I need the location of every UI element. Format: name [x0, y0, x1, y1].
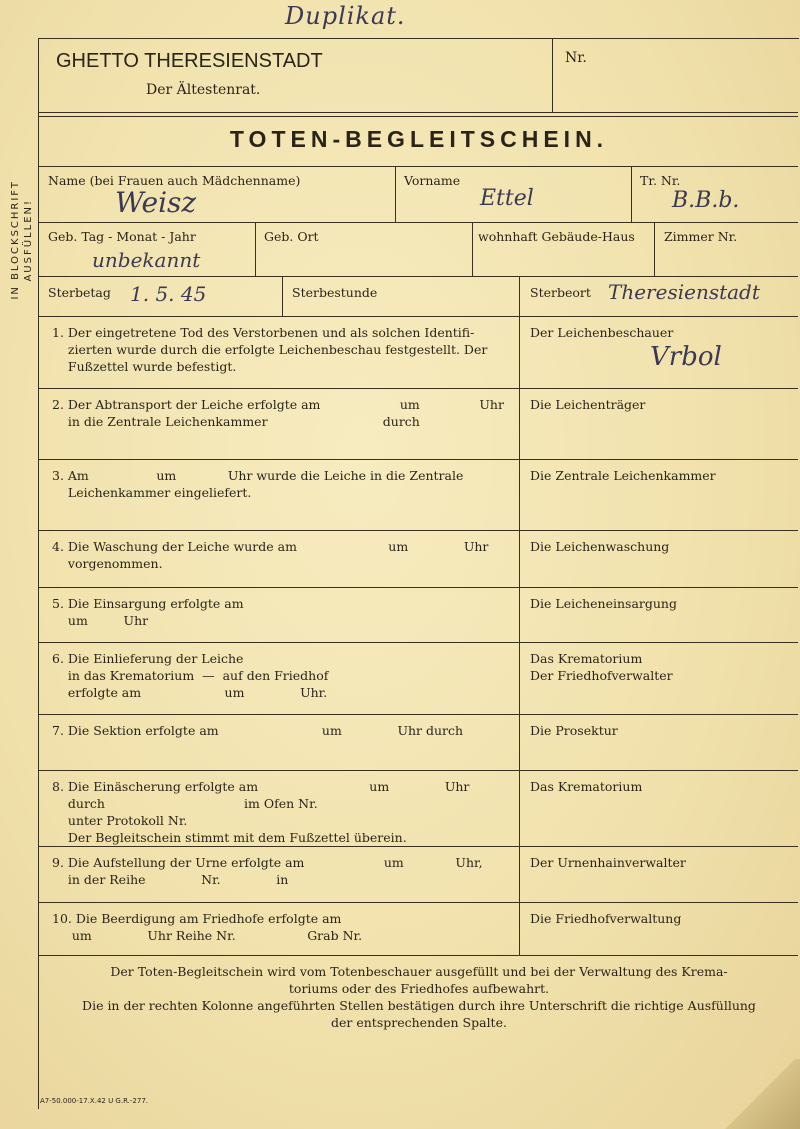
zimmer-label: Zimmer Nr. [664, 229, 738, 244]
row-divider-horizontal [38, 846, 798, 847]
header-line-1 [38, 112, 798, 113]
title-bottom-line [38, 166, 798, 167]
row-divider-horizontal [38, 459, 798, 460]
procedure-row-authority: Die Leicheneinsargung [530, 596, 677, 611]
header-line-2 [38, 116, 798, 117]
procedure-row-text: vorgenommen. [52, 556, 163, 571]
row-divider-horizontal [38, 587, 798, 588]
row-divider-vertical [519, 388, 520, 459]
nr-label: Nr. [565, 50, 587, 66]
procedure-row-text: 3. Am um Uhr wurde die Leiche in die Zentrale [52, 468, 464, 483]
sterbetag-label: Sterbetag [48, 285, 111, 300]
row-b-line [38, 276, 798, 277]
row-divider-horizontal [38, 388, 798, 389]
procedure-row-authority: Das Krematorium [530, 779, 643, 794]
wohnhaft-label: wohnhaft Gebäude-Haus [478, 229, 635, 244]
row-divider-vertical [519, 902, 520, 955]
ghetto-title: GHETTO THERESIENSTADT [56, 50, 323, 72]
footnote [40, 963, 798, 1031]
procedure-row-authority: Der Leichenbeschauer [530, 325, 674, 340]
divider-c1 [282, 276, 283, 316]
procedure-row-authority: Der Urnenhainverwalter [530, 855, 686, 870]
procedure-row-authority: Die Zentrale Leichenkammer [530, 468, 716, 483]
name-label: Name (bei Frauen auch Mädchenname) [48, 173, 301, 188]
row-divider-vertical [519, 714, 520, 770]
footnote-line-3: Die in der rechten Kolonne angeführten Stellen bestätigen durch ihre Unterschrift die richtige Ausfüllung [82, 998, 756, 1013]
vorname-value: Ettel [480, 186, 534, 211]
procedure-row-text: erfolgte am um Uhr. [52, 685, 328, 700]
procedure-row-authority: Das Krematorium Der Friedhofverwalter [530, 651, 673, 683]
tr-nr-value: B.B.b. [672, 188, 740, 213]
name-value: Weisz [115, 186, 197, 219]
procedure-row-text: durch im Ofen Nr. [52, 796, 318, 811]
divider-a1 [395, 166, 396, 222]
divider-b2 [472, 222, 473, 276]
row-divider-horizontal [38, 530, 798, 531]
sterbeort-value: Theresienstadt [608, 280, 760, 304]
procedure-row-text: 4. Die Waschung der Leiche wurde am um Uhr [52, 539, 489, 554]
procedure-row-text: 2. Der Abtransport der Leiche erfolgte am um Uhr [52, 397, 504, 412]
row-divider-vertical [519, 770, 520, 846]
duplicate-handwriting: Duplikat. [285, 2, 406, 30]
row-divider-vertical [519, 316, 520, 388]
divider-b1 [255, 222, 256, 276]
geb-tag-label: Geb. Tag - Monat - Jahr [48, 229, 196, 244]
row-divider-vertical [519, 846, 520, 902]
procedure-row-text: in das Krematorium — auf den Friedhof [52, 668, 329, 683]
inspector-signature: Vrbol [650, 342, 722, 372]
procedure-row-authority: Die Prosektur [530, 723, 618, 738]
procedure-row-text: Fußzettel wurde befestigt. [52, 359, 237, 374]
procedure-row-text: 8. Die Einäscherung erfolgte am um Uhr [52, 779, 470, 794]
procedure-row-text: um Uhr Reihe Nr. Grab Nr. [52, 928, 363, 943]
procedure-row-authority: Die Friedhofverwaltung [530, 911, 682, 926]
row-divider-vertical [519, 530, 520, 587]
row-c-line [38, 316, 798, 317]
side-instruction-line-1: IN BLOCKSCHRIFT [10, 180, 21, 300]
divider-c2 [519, 276, 520, 316]
footnote-line-2: toriums oder des Friedhofes aufbewahrt. [288, 981, 550, 996]
procedure-row-text: 10. Die Beerdigung am Friedhofe erfolgte am [52, 911, 342, 926]
procedure-row-text: 5. Die Einsargung erfolgte am [52, 596, 244, 611]
row-divider-horizontal [38, 770, 798, 771]
header-divider [552, 38, 553, 112]
divider-b3 [654, 222, 655, 276]
sterbestunde-label: Sterbestunde [292, 285, 378, 300]
divider-a2 [631, 166, 632, 222]
procedure-row-text: unter Protokoll Nr. [52, 813, 188, 828]
row-divider-horizontal [38, 714, 798, 715]
vorname-label: Vorname [404, 173, 461, 188]
geb-ort-label: Geb. Ort [264, 229, 319, 244]
side-instruction [4, 160, 40, 320]
procedure-row-text: in die Zentrale Leichenkammer durch [52, 414, 420, 429]
procedure-row-text: Der Begleitschein stimmt mit dem Fußzettel überein. [52, 830, 407, 845]
row-divider-vertical [519, 459, 520, 530]
row-divider-horizontal [38, 642, 798, 643]
procedure-row-text: um Uhr [52, 613, 149, 628]
row-divider-horizontal [38, 955, 798, 956]
sterbeort-label: Sterbeort [530, 285, 591, 300]
council-subtitle: Der Ältestenrat. [146, 82, 261, 98]
procedure-row-text: 7. Die Sektion erfolgte am um Uhr durch [52, 723, 464, 738]
procedure-row-authority: Die Leichenwaschung [530, 539, 670, 554]
sterbetag-value: 1. 5. 45 [130, 282, 207, 306]
procedure-row-text: 1. Der eingetretene Tod des Verstorbenen und als solchen Identifi- [52, 325, 475, 340]
side-instruction-line-2: AUSFÜLLEN! [23, 198, 34, 282]
procedure-row-text: 6. Die Einlieferung der Leiche [52, 651, 244, 666]
print-mark: A7-50.000-17.X.42 U G.R.-277. [40, 1097, 149, 1105]
row-divider-vertical [519, 642, 520, 714]
row-divider-horizontal [38, 902, 798, 903]
tr-nr-label: Tr. Nr. [640, 173, 681, 188]
procedure-row-text: 9. Die Aufstellung der Urne erfolgte am um Uhr, [52, 855, 483, 870]
geb-tag-value: unbekannt [92, 248, 201, 272]
row-a-line [38, 222, 798, 223]
procedure-row-authority: Die Leichenträger [530, 397, 646, 412]
footnote-line-4: der entsprechenden Spalte. [331, 1015, 507, 1030]
procedure-row-text: Leichenkammer eingeliefert. [52, 485, 252, 500]
footnote-line-1: Der Toten-Begleitschein wird vom Totenbeschauer ausgefüllt und bei der Verwaltung des Krema- [110, 964, 728, 979]
folded-corner [720, 1059, 800, 1129]
row-divider-vertical [519, 587, 520, 642]
procedure-row-text: in der Reihe Nr. in [52, 872, 289, 887]
procedure-row-text: zierten wurde durch die erfolgte Leichenbeschau festgestellt. Der [52, 342, 488, 357]
form-title: TOTEN-BEGLEITSCHEIN. [229, 126, 609, 152]
